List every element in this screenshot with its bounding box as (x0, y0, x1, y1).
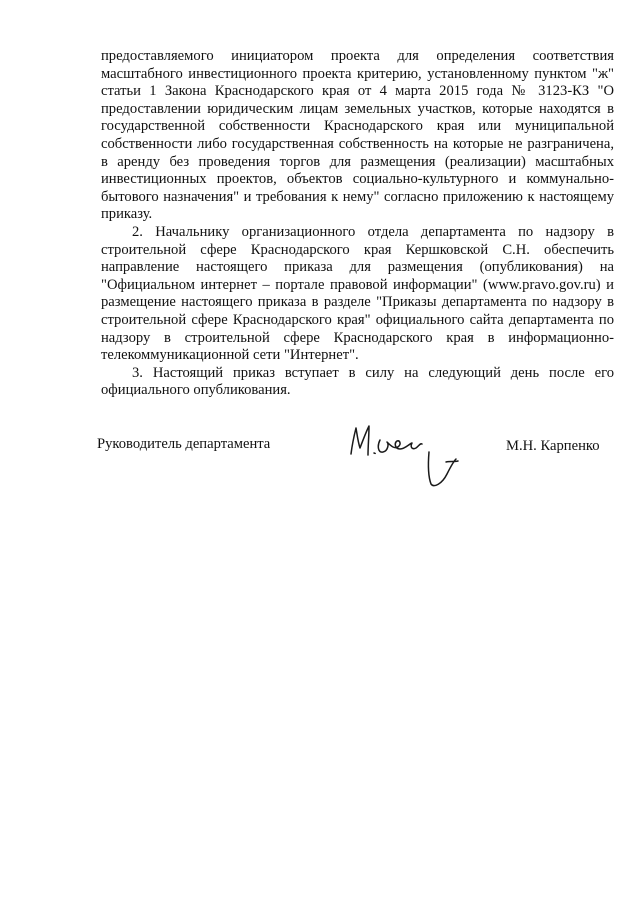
handwritten-signature-icon (343, 422, 473, 502)
paragraph-continuation: предоставляемого инициатором проекта для определения соответствия масштабного инвестиционного проекта критерию, установленному пунктом "ж" статьи 1 Закона Краснодарского края от 4 марта 2015 года № 3123-КЗ "О предоставлении юридическим лицам земельных участков, которые находятся в государственной собственности Краснодарского края или муниципальной собственности либо государственная собственность на которые не разграничена, в аренду без проведения торгов для размещения (реализации) масштабных инвестиционных проектов, объектов социально-культурного и коммунально-бытового назначения" и требования к нему" согласно приложению к настоящему приказу. (101, 48, 614, 223)
signer-name: М.Н. Карпенко (506, 438, 600, 454)
paragraph-item-2: 2. Начальнику организационного отдела департамента по надзору в строительной сфере Краснодарского края Кершковской С.Н. обеспечить направление настоящего приказа для размещения (опубликования) на "Официальном интернет – портале правовой информации" (www.pravo.gov.ru) и размещение настоящего приказа в разделе "Приказы департамента по надзору в строительной сфере Краснодарского края" официального сайта департамента по надзору в строительной сфере Краснодарского края в информационно-телекоммуникационной сети "Интернет". (101, 223, 614, 364)
paragraph-item-3: 3. Настоящий приказ вступает в силу на следующий день после его официального опубликования. (101, 364, 614, 399)
signature-block (97, 436, 617, 516)
document-body (101, 48, 614, 400)
signer-position: Руководитель департамента (97, 436, 271, 452)
